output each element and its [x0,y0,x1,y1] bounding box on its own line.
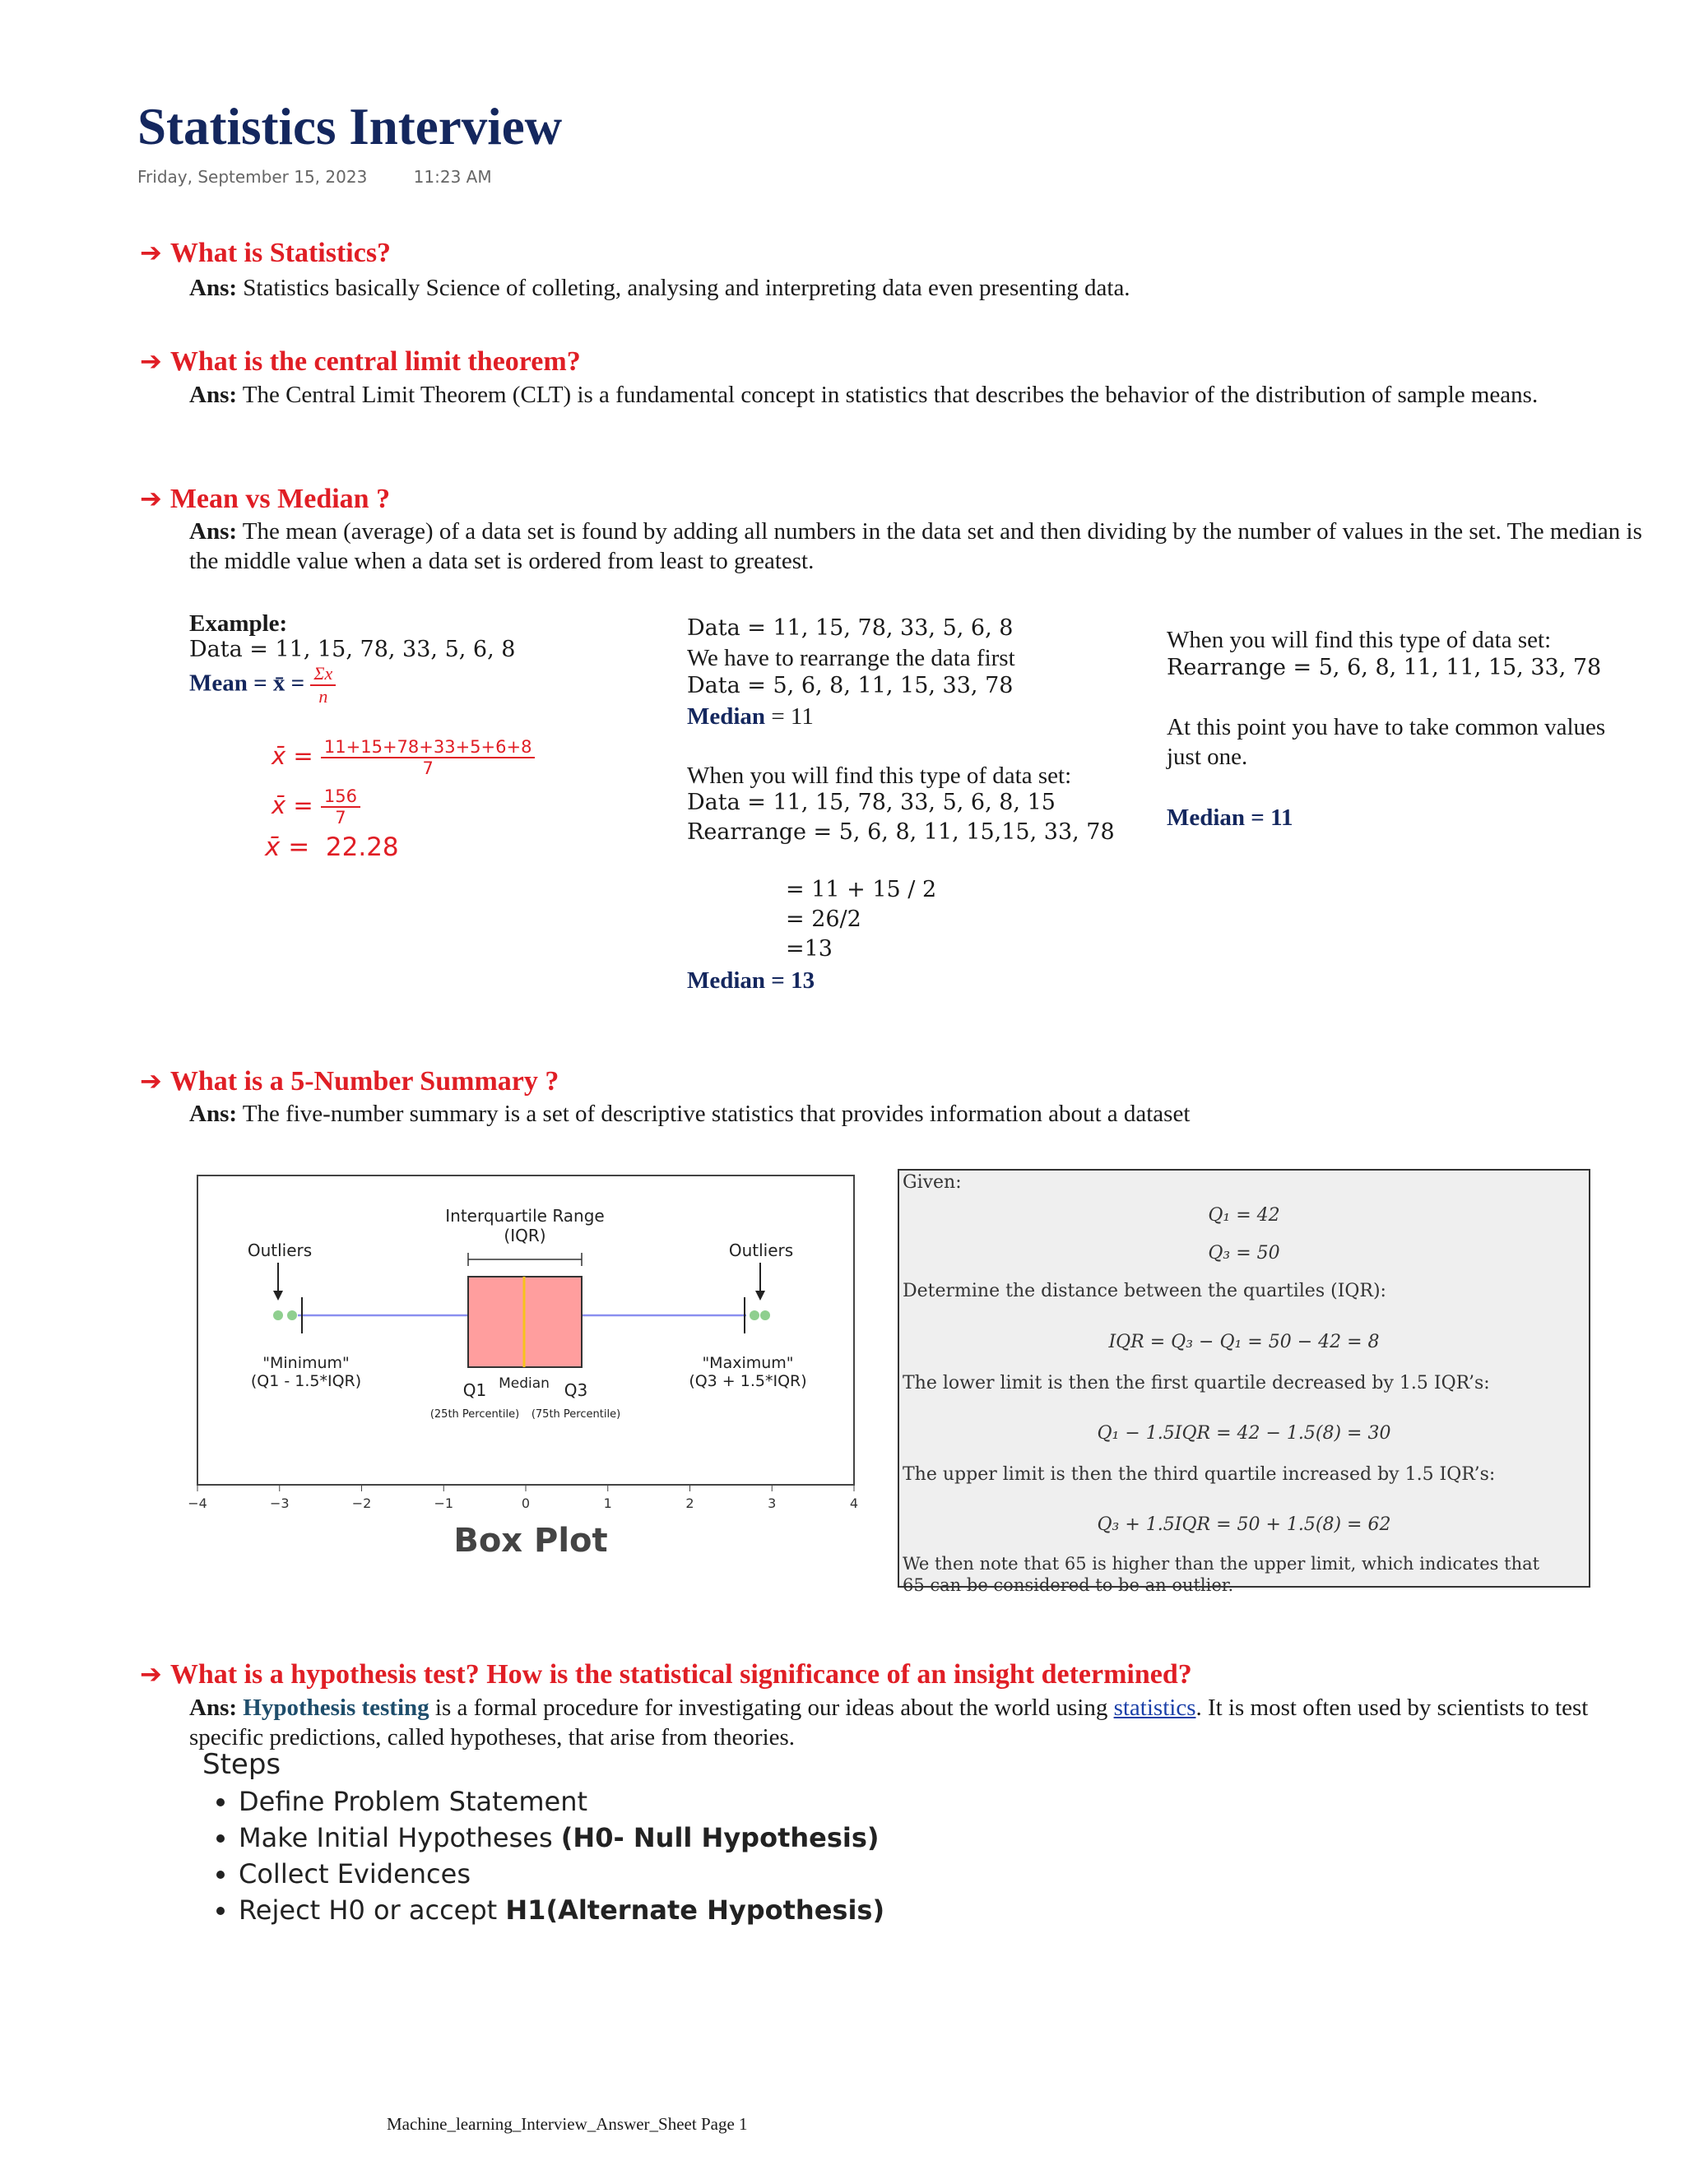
maximum-formula: (Q3 + 1.5*IQR) [689,1372,807,1390]
q1-percentile: (25th Percentile) [429,1408,520,1421]
median-rearrange-note: We have to rearrange the data first [687,645,1015,671]
median-data2: Data = 5, 6, 8, 11, 15, 33, 78 [687,673,1014,698]
x-tick-label: −3 [269,1495,290,1511]
x-tick-label: 3 [768,1495,777,1511]
page-title: Statistics Interview [137,98,563,155]
arrow-icon: ➔ [140,345,162,377]
outlier-dot [760,1310,770,1320]
list-item: • Define Problem Statement [239,1786,884,1817]
q3-percentile: (75th Percentile) [531,1408,621,1421]
statistics-link[interactable]: statistics [1113,1695,1196,1721]
list-item: • Make Initial Hypotheses (H0- Null Hypothesis) [239,1822,884,1853]
mean-fraction: $\frac{\Sigma x}{n}$ [310,663,336,707]
arrow-icon: ➔ [140,1065,162,1097]
page-time: 11:23 AM [413,167,492,187]
given-iqr: IQR = Q₃ − Q₁ = 50 − 42 = 8 [1108,1332,1380,1352]
mean-step1: x̄ = $\frac{11+15+78+33+5+6+8}{7}$ [272,737,535,778]
median-data3: Data = 11, 15, 78, 33, 5, 6, 8, 15 [687,790,1056,815]
x-tick-label: 4 [849,1495,859,1511]
median3-result: Median = 11 [1167,805,1293,831]
outliers-left-label: Outliers [247,1240,313,1260]
answer-clt: Ans: The Central Limit Theorem (CLT) is a fundamental concept in statistics that describes the behavior of the distribution of sample means. [189,382,1539,408]
question-hypothesis: ➔ What is a hypothesis test? How is the statistical significance of an insight determined? [140,1658,1192,1690]
median-calc1: = 11 + 15 / 2 [786,877,937,902]
arrow-icon: ➔ [140,237,162,268]
median-data1: Data = 11, 15, 78, 33, 5, 6, 8 [687,615,1014,641]
outlier-dot [273,1310,283,1320]
hypothesis-term: Hypothesis testing [243,1695,429,1721]
mean-step2: x̄ = $\frac{156}{7}$ [272,786,360,828]
example-data: Data = 11, 15, 78, 33, 5, 6, 8 [189,637,516,662]
x-tick-label: −1 [434,1495,454,1511]
given-line2: The lower limit is then the first quartile decreased by 1.5 IQR’s: [903,1373,1490,1393]
answer-mean-median: Ans: The mean (average) of a data set is found by adding all numbers in the data set and then dividing by the number of values in the set. The median is the middle value when a data set is ordered from least to greatest. [189,518,1642,574]
arrow-icon: ➔ [140,483,162,514]
mean-formula: Mean = x̄ = $\frac{\Sigma x}{n}$ [189,663,336,707]
given-label: Given: [903,1172,962,1193]
outlier-dot [750,1310,759,1320]
x-axis [188,1485,858,1511]
x-tick-label: 0 [521,1495,531,1511]
q1-label: Q1 [462,1380,487,1400]
minimum-formula: (Q1 - 1.5*IQR) [250,1372,362,1390]
outlier-dot [287,1310,297,1320]
median3-rearrange: Rearrange = 5, 6, 8, 11, 11, 15, 33, 78 [1167,655,1602,680]
given-q3: Q₃ = 50 [1208,1243,1280,1264]
answer-five-number: Ans: The five-number summary is a set of descriptive statistics that provides information about a dataset [189,1101,1191,1127]
given-line5: 65 can be considered to be an outlier. [903,1575,1234,1595]
question-mean-median: ➔ Mean vs Median ? [140,483,391,514]
box-plot-figure [188,1171,866,1565]
x-tick-label: 2 [685,1495,694,1511]
median3-note: At this point you have to take common values just one. [1167,714,1606,770]
outliers-right-label: Outliers [728,1240,794,1260]
median-rearrange: Rearrange = 5, 6, 8, 11, 15,15, 33, 78 [687,819,1115,845]
answer-hypothesis: Ans: Hypothesis testing is a formal procedure for investigating our ideas about the world using statistics. It is most often used by scientists to test specific predictions, called hypotheses, that arise from theories. [189,1695,1589,1750]
maximum-label: "Maximum" [702,1354,794,1372]
median-result2: Median = 13 [687,967,815,994]
page-meta [137,167,492,187]
page-footer: Machine_learning_Interview_Answer_Sheet Page 1 [387,2114,748,2134]
x-tick-label: −2 [351,1495,372,1511]
given-line4: We then note that 65 is higher than the upper limit, which indicates that [903,1554,1540,1574]
iqr-calculation-panel [898,1169,1590,1595]
page-date: Friday, September 15, 2023 [137,167,368,187]
list-item: • Reject H0 or accept H1(Alternate Hypothesis) [239,1894,884,1926]
given-line1: Determine the distance between the quartiles (IQR): [903,1281,1386,1301]
median-calc3: =13 [786,936,833,962]
answer-statistics: Ans: Statistics basically Science of colleting, analysing and interpreting data even presenting data. [189,275,1130,301]
steps-list [197,1786,884,1926]
x-tick-label: −4 [188,1495,207,1511]
mean-result: x̄ = 22.28 [265,832,399,862]
median-when: When you will find this type of data set: [687,763,1072,789]
x-tick-label: 1 [603,1495,612,1511]
hypothesis-steps [197,1748,884,1931]
median-label: Median [499,1375,550,1392]
minimum-label: "Minimum" [262,1354,350,1372]
given-lower: Q₁ − 1.5IQR = 42 − 1.5(8) = 30 [1097,1423,1391,1444]
given-line3: The upper limit is then the third quartile increased by 1.5 IQR’s: [903,1464,1496,1485]
iqr-label: Interquartile Range [445,1206,605,1226]
question-clt: ➔ What is the central limit theorem? [140,345,581,377]
q3-label: Q3 [564,1380,588,1400]
box-plot-title: Box Plot [453,1522,608,1560]
given-q1: Q₁ = 42 [1208,1205,1280,1226]
median3-when: When you will find this type of data set: [1167,627,1552,653]
median-result1: Median = 11 [687,703,814,730]
example-label: Example: [189,610,288,637]
steps-title: Steps [202,1748,281,1781]
list-item: • Collect Evidences [239,1858,884,1890]
median-calc2: = 26/2 [786,907,861,932]
question-statistics: ➔ What is Statistics? [140,237,392,268]
given-upper: Q₃ + 1.5IQR = 50 + 1.5(8) = 62 [1097,1514,1391,1535]
question-five-number: ➔ What is a 5-Number Summary ? [140,1065,559,1097]
arrow-icon: ➔ [140,1658,162,1690]
iqr-abbr: (IQR) [504,1226,546,1245]
